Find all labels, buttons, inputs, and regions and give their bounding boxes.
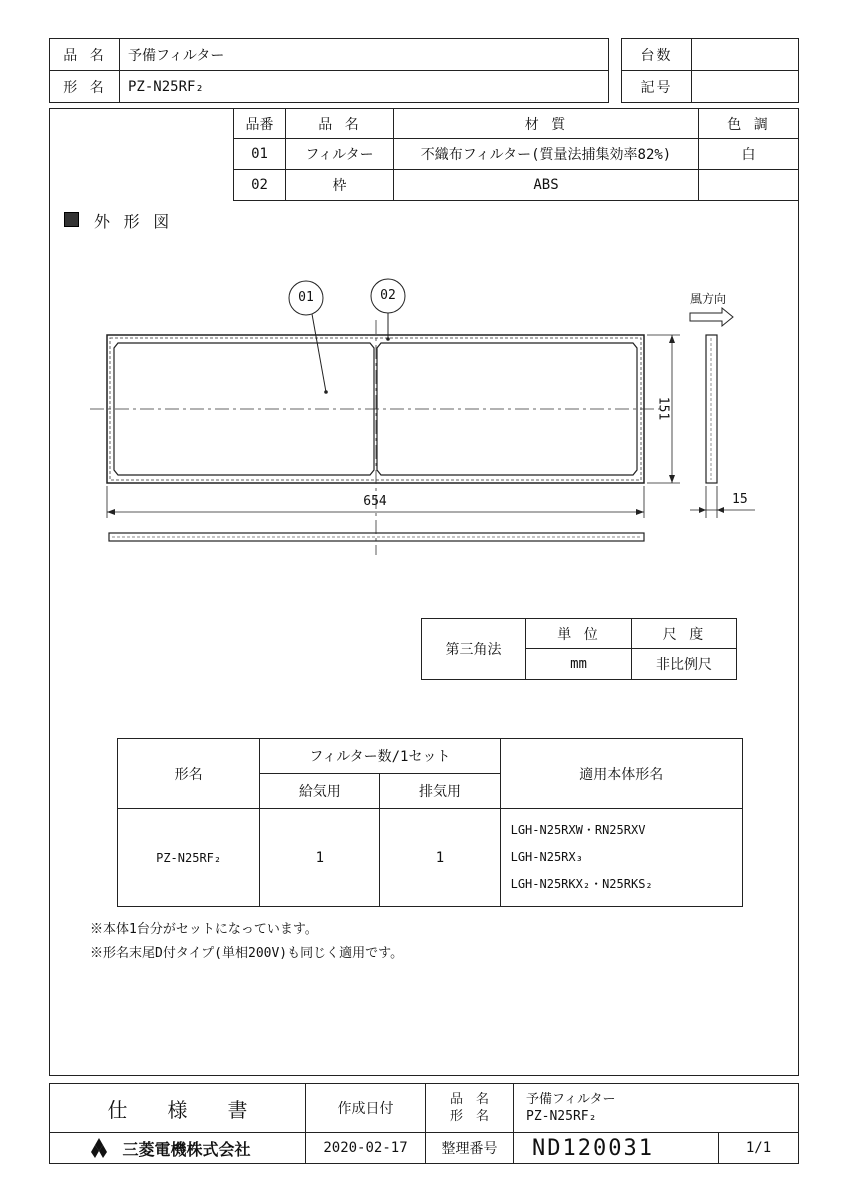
footer-model-label: 形 名 — [449, 1109, 489, 1124]
airflow-label: 風方向 — [690, 292, 727, 306]
part-color: 白 — [699, 139, 799, 170]
footer-table — [49, 1083, 799, 1164]
table-row — [118, 809, 743, 907]
created-date: 2020-02-17 — [306, 1133, 426, 1164]
product-name-label: 品 名 — [50, 39, 120, 71]
parts-header-color: 色 調 — [699, 109, 799, 139]
part-name: 枠 — [286, 170, 394, 201]
projection-table — [421, 618, 737, 680]
model-header: 形名 — [118, 739, 260, 809]
filter-side-view — [706, 335, 717, 483]
parts-header-material: 材 質 — [394, 109, 699, 139]
footer-model-value: PZ-N25RF₂ — [526, 1109, 597, 1124]
exhaust-header: 排気用 — [380, 774, 500, 809]
product-name-value: 予備フィルター — [120, 39, 609, 71]
company-cell — [50, 1133, 306, 1164]
count-label: 台数 — [622, 39, 692, 71]
exhaust-value: 1 — [380, 809, 500, 907]
unit-label: 単 位 — [526, 619, 632, 649]
projection-method: 第三角法 — [422, 619, 526, 680]
part-material: 不織布フィルター(質量法捕集効率82%) — [394, 139, 699, 170]
product-model-values — [514, 1084, 799, 1133]
page-number: 1/1 — [719, 1133, 799, 1164]
model-label: 形 名 — [50, 71, 120, 103]
doc-no-label: 整理番号 — [426, 1133, 514, 1164]
footer-product-label: 品 名 — [449, 1092, 489, 1107]
supply-value: 1 — [260, 809, 380, 907]
part-no: 01 — [234, 139, 286, 170]
depth-dimension-label: 15 — [732, 492, 748, 507]
product-model-labels — [426, 1084, 514, 1133]
note-1: ※本体1台分がセットになっています。 — [90, 922, 318, 937]
model-table — [117, 738, 743, 907]
applicable-models — [500, 809, 742, 907]
section-title: 外 形 図 — [94, 212, 172, 231]
scale-value: 非比例尺 — [632, 649, 737, 680]
list-item: LGH-N25RKX₂・N25RKS₂ — [510, 877, 653, 891]
part-no: 02 — [234, 170, 286, 201]
height-dimension-label: 151 — [655, 396, 671, 421]
applicable-header: 適用本体形名 — [500, 739, 742, 809]
filter-count-header: フィルター数/1セット — [260, 739, 500, 774]
unit-value: mm — [526, 649, 632, 680]
callout-02-label: 02 — [380, 288, 396, 303]
callout-01-leader — [312, 314, 326, 392]
scale-label: 尺 度 — [632, 619, 737, 649]
parts-header-no: 品番 — [234, 109, 286, 139]
mark-label: 記号 — [622, 71, 692, 103]
note-2: ※形名末尾D付タイプ(単相200V)も同じく適用です。 — [90, 946, 404, 961]
model-value: PZ-N25RF₂ — [120, 71, 609, 103]
company-name: 三菱電機株式会社 — [122, 1139, 251, 1159]
width-dimension-label: 654 — [363, 494, 387, 509]
model-value: PZ-N25RF₂ — [118, 809, 260, 907]
list-item: LGH-N25RXW・RN25RXV — [510, 823, 646, 837]
doc-no: ND120031 — [514, 1133, 719, 1164]
footer-product-value: 予備フィルター — [526, 1092, 616, 1107]
spec-title: 仕 様 書 — [50, 1084, 306, 1133]
callout-01-label: 01 — [298, 290, 314, 305]
part-material: ABS — [394, 170, 699, 201]
airflow-arrow-icon — [690, 308, 733, 326]
parts-header-name: 品 名 — [286, 109, 394, 139]
mitsubishi-logo-icon — [84, 1137, 114, 1159]
part-name: フィルター — [286, 139, 394, 170]
list-item: LGH-N25RX₃ — [510, 850, 583, 864]
supply-header: 給気用 — [260, 774, 380, 809]
created-label: 作成日付 — [306, 1084, 426, 1133]
